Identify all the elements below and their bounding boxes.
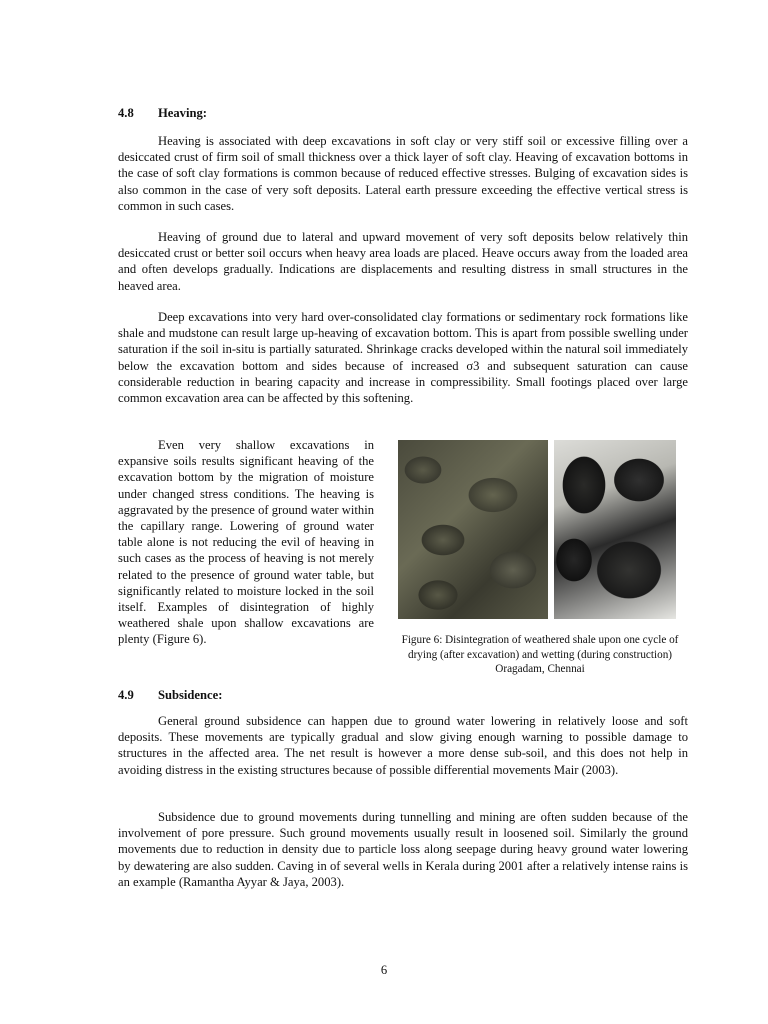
paragraph-heaving-3: Deep excavations into very hard over-consolidated clay formations or sedimentary rock formations like shale and mudstone can result large up-heaving of excavation bottom. This is apart from possible swelling under saturation if the soil in-situ is partially saturated. Shrinkage cracks developed within the natural soil immediately below the excavation bottom and sides because of increased σ3 and subsequent saturation can cause considerable reduction in bearing capacity and increase in compressibility. Small footings placed over large common excavation area can be affected by this softening. <box>118 310 688 406</box>
weathered-shale-photo-left <box>398 440 548 619</box>
section-title: Subsidence: <box>158 688 223 702</box>
section-heading-4-8 <box>118 106 207 121</box>
paragraph-heaving-1: Heaving is associated with deep excavations in soft clay or very stiff soil or excessive filling over a desiccated crust of firm soil of small thickness over a thick layer of soft clay. Heaving of excavation bottoms in the case of soft clay formations is common because of reduced effective stresses. Bulging of excavation sides is also common in the case of very soft deposits. Lateral earth pressure exceeding the effective vertical stress is common in such cases. <box>118 134 688 213</box>
caption-line-2: drying (after excavation) and wetting (during construction) <box>407 648 673 661</box>
paragraph-heaving-4: Even very shallow excavations in expansive soils results significant heaving of the excavation bottom by the migration of moisture under changed stress conditions. The heaving is aggravated by the presence of ground water within the capillary range. Lowering of ground water table alone is not reducing the evil of heaving in such cases as the process of heaving is not merely related to the presence of ground water table, but significantly related to moisture locked in the soil itself. Examples of disintegration of highly weathered shale upon shallow excavations are plenty (Figure 6). <box>118 438 374 647</box>
page-number: 6 <box>380 963 388 977</box>
section-heading-4-9 <box>118 688 222 703</box>
section-number: 4.8 <box>118 106 134 120</box>
weathered-shale-photo-right <box>554 440 676 619</box>
section-number: 4.9 <box>118 688 134 702</box>
paragraph-subsidence-2: Subsidence due to ground movements during tunnelling and mining are often sudden because of the involvement of pore pressure. Such ground movements usually result in loosened soil. Similarly the ground movements due to reduction in density due to particle loss along seepage during heavy ground water lowering by dewatering are also sudden. Caving in of several wells in Kerala during 2001 after a relatively intense rains is an example (Ramantha Ayyar & Jaya, 2003). <box>118 810 688 889</box>
caption-line-3: Oragadam, Chennai <box>495 663 585 676</box>
caption-line-1: Figure 6: Disintegration of weathered shale upon one cycle of <box>401 634 679 646</box>
paragraph-heaving-2: Heaving of ground due to lateral and upward movement of very soft deposits below relatively thin desiccated crust or better soil occurs when heavy area loads are placed. Heave occurs away from the loaded area and often develops gradually. Indications are displacements and resulting distress in small structures in the heaved area. <box>118 230 688 293</box>
section-title: Heaving: <box>158 106 207 120</box>
paragraph-subsidence-1: General ground subsidence can happen due to ground water lowering in relatively loose and soft deposits. These movements are typically gradual and slow giving enough warning to possible damage to structures in the affected area. The net result is however a more dense sub-soil, and this does not help in avoiding distress in the existing structures because of possible differential movements Mair (2003). <box>118 714 688 777</box>
figure-caption <box>392 633 688 677</box>
